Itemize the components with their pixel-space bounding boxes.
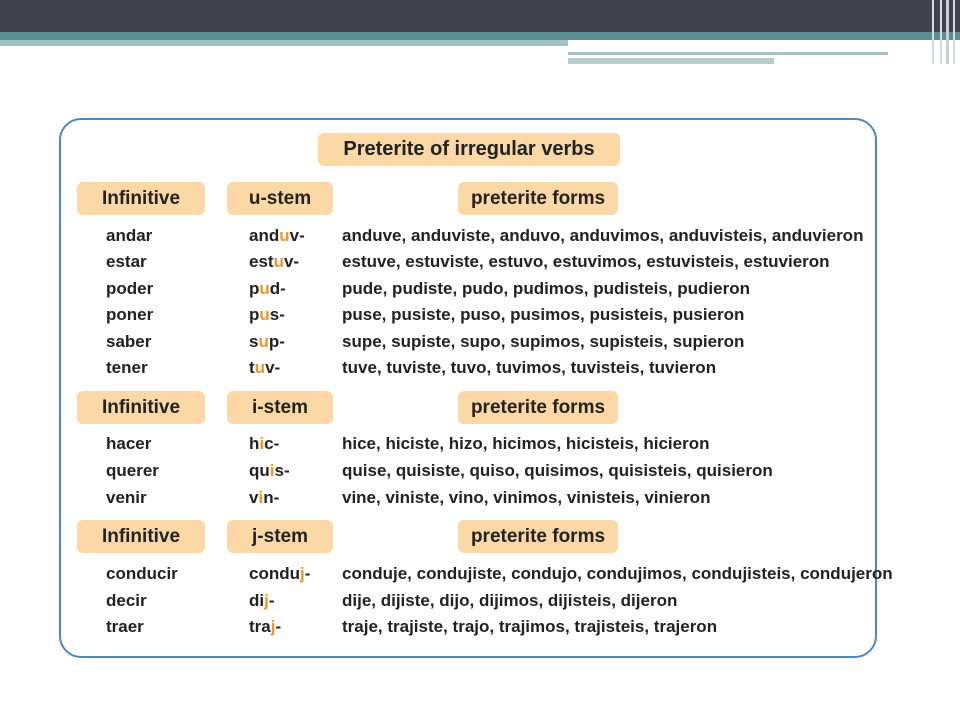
header-infinitive: Infinitive <box>77 391 205 424</box>
infinitive-cell: conducir <box>106 564 178 583</box>
slide-accent-band <box>0 40 568 46</box>
header-forms: preterite forms <box>458 182 618 215</box>
infinitive-cell: venir <box>106 488 147 507</box>
stem-cell: estuv- <box>249 252 300 271</box>
infinitive-cell: tener <box>106 358 148 377</box>
slide-edge-line <box>946 0 949 64</box>
infinitive-cell: poner <box>106 305 154 324</box>
header-forms: preterite forms <box>458 520 618 553</box>
forms-cell: estuve, estuviste, estuvo, estuvimos, estuvisteis, estuvieron <box>342 252 830 271</box>
header-stem: u-stem <box>227 182 333 215</box>
stem-cell: conduj- <box>249 564 311 583</box>
slide-edge-line <box>940 0 942 64</box>
stem-cell: hic- <box>249 434 280 453</box>
forms-cell: supe, supiste, supo, supimos, supisteis, supieron <box>342 332 745 351</box>
forms-cell: anduve, anduviste, anduvo, anduvimos, anduvisteis, anduvieron <box>342 226 864 245</box>
infinitive-cell: querer <box>106 461 159 480</box>
forms-cell: puse, pusiste, puso, pusimos, pusisteis, pusieron <box>342 305 745 324</box>
header-stem: i-stem <box>227 391 333 424</box>
infinitive-cell: poder <box>106 279 154 298</box>
header-infinitive: Infinitive <box>77 182 205 215</box>
slide-edge-line <box>932 0 934 64</box>
stem-cell: vin- <box>249 488 280 507</box>
infinitive-cell: decir <box>106 591 147 610</box>
infinitive-cell: saber <box>106 332 152 351</box>
slide-edge-line <box>953 0 955 64</box>
stem-cell: pus- <box>249 305 285 324</box>
infinitive-cell: traer <box>106 617 144 636</box>
slide-accent-line <box>568 52 888 55</box>
header-infinitive: Infinitive <box>77 520 205 553</box>
stem-cell: quis- <box>249 461 290 480</box>
header-stem: j-stem <box>227 520 333 553</box>
stem-cell: pud- <box>249 279 286 298</box>
header-forms: preterite forms <box>458 391 618 424</box>
forms-cell: traje, trajiste, trajo, trajimos, trajisteis, trajeron <box>342 617 718 636</box>
stem-cell: tuv- <box>249 358 281 377</box>
stem-cell: anduv- <box>249 226 305 245</box>
forms-cell: pude, pudiste, pudo, pudimos, pudisteis, pudieron <box>342 279 750 298</box>
stem-cell: dij- <box>249 591 275 610</box>
infinitive-cell: estar <box>106 252 147 271</box>
slide-top-bar <box>0 0 960 32</box>
slide-teal-band <box>0 32 960 40</box>
table-title: Preterite of irregular verbs <box>318 133 620 166</box>
slide-accent-band-short <box>568 58 774 64</box>
forms-cell: vine, viniste, vino, vinimos, vinisteis, vinieron <box>342 488 711 507</box>
forms-cell: quise, quisiste, quiso, quisimos, quisisteis, quisieron <box>342 461 773 480</box>
stem-cell: sup- <box>249 332 285 351</box>
infinitive-cell: andar <box>106 226 153 245</box>
forms-cell: dije, dijiste, dijo, dijimos, dijisteis, dijeron <box>342 591 678 610</box>
stem-cell: traj- <box>249 617 282 636</box>
infinitive-cell: hacer <box>106 434 152 453</box>
forms-cell: tuve, tuviste, tuvo, tuvimos, tuvisteis, tuvieron <box>342 358 717 377</box>
forms-cell: hice, hiciste, hizo, hicimos, hicisteis, hicieron <box>342 434 710 453</box>
forms-cell: conduje, condujiste, condujo, condujimos, condujisteis, condujeron <box>342 564 893 583</box>
